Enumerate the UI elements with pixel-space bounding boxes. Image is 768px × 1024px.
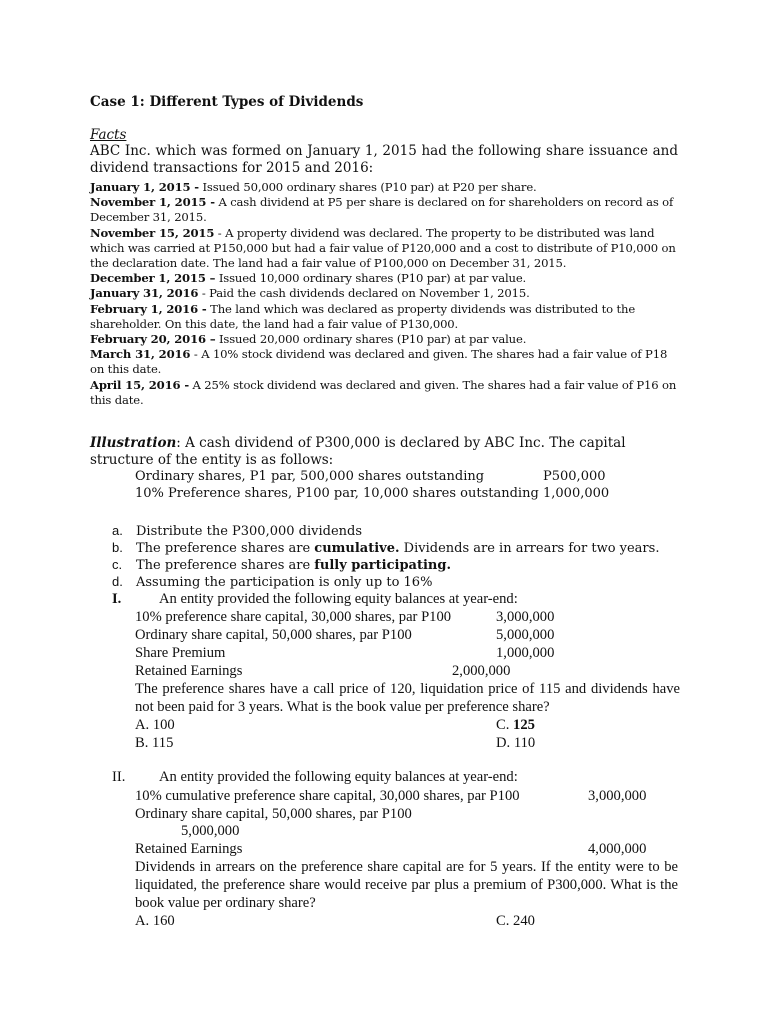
transaction-item (90, 271, 680, 286)
balance-item: Share Premium (135, 645, 226, 661)
requirement-emphasis: fully participating. (314, 558, 451, 573)
transaction-text: - Paid the cash dividends declared on November 1, 2015. (198, 286, 530, 301)
capital-item: 10% Preference shares, P100 par, 10,000 shares outstanding (135, 486, 539, 501)
problem-1-question: The preference shares have a call price of 120, liquidation price of 115 and dividends have not been paid for 3 years. What is the book value per preference share? (135, 681, 680, 715)
requirement-text-after: Dividends are in arrears for two years. (399, 541, 660, 556)
transaction-item (90, 180, 680, 195)
illustration-text: : A cash dividend of P300,000 is declared by ABC Inc. The capital structure of the entity is as follows: (90, 435, 626, 468)
choice-c-prefix: C. (496, 717, 514, 733)
transaction-text: - A property dividend was declared. The property to be distributed was land which was carried at P150,000 but had a fair value of P120,000 and a cost to distribute of P10,000 on the declaration date. The land had a fair value of P100,000 on December 31, 2015. (90, 225, 676, 271)
requirement-item (112, 522, 659, 539)
choice-a: A. 100 (135, 717, 175, 733)
list-marker: c. (112, 557, 123, 572)
transaction-date: February 1, 2016 - (90, 301, 207, 316)
problem-2-numeral: II. (112, 769, 126, 785)
problem-1-lead: An entity provided the following equity balances at year-end: (159, 591, 518, 607)
capital-amount: 1,000,000 (543, 486, 610, 501)
capital-item: Ordinary shares, P1 par, 500,000 shares outstanding (135, 469, 485, 484)
transaction-date: March 31, 2016 (90, 347, 191, 362)
choice-d: D. 110 (496, 735, 536, 751)
problem-2-question: Dividends in arrears on the preference share capital are for 5 years. If the entity were to be liquidated, the preference share would receive par plus a premium of P300,000. What is the book value per ordinary share? (135, 859, 678, 911)
transaction-text: Issued 10,000 ordinary shares (P10 par) at par value. (215, 271, 527, 286)
list-marker: a. (112, 523, 123, 538)
transaction-text: A cash dividend at P5 per share is declared on for shareholders on record as of December 31, 2015. (90, 195, 674, 225)
transaction-date: December 1, 2015 – (90, 271, 216, 286)
balance-item: Retained Earnings (135, 663, 243, 679)
requirements-list (112, 522, 659, 590)
facts-intro: ABC Inc. which was formed on January 1, 2015 had the following share issuance and dividend transactions for 2015 and 2016: (90, 143, 678, 176)
transaction-text: Issued 20,000 ordinary shares (P10 par) at par value. (215, 332, 527, 347)
balance-amount: 5,000,000 (496, 627, 555, 643)
balance-item: Retained Earnings (135, 841, 243, 857)
choice-c: C. 240 (496, 913, 535, 929)
illustration-label: Illustration (90, 435, 177, 451)
balance-item: Ordinary share capital, 50,000 shares, par P100 (135, 627, 412, 643)
case-title: Case 1: Different Types of Dividends (90, 94, 364, 110)
transaction-date: January 1, 2015 - (90, 180, 199, 194)
transaction-item (90, 195, 680, 225)
facts-heading: Facts (90, 127, 127, 143)
capital-amount: P500,000 (543, 469, 606, 484)
transaction-date: November 1, 2015 - (90, 195, 215, 210)
transaction-text: The land which was declared as property dividends was distributed to the shareholder. On this date, the land had a fair value of P130,000. (90, 301, 636, 331)
transaction-list (90, 180, 680, 408)
transaction-text: Issued 50,000 ordinary shares (P10 par) at P20 per share. (198, 180, 537, 194)
requirement-text: The preference shares are (136, 541, 315, 556)
requirement-item (112, 573, 659, 590)
balance-amount: 5,000,000 (181, 823, 240, 839)
balance-amount: 3,000,000 (496, 609, 555, 625)
transaction-item (90, 302, 680, 332)
requirement-item (112, 539, 659, 556)
transaction-date: February 20, 2016 – (90, 332, 216, 347)
balance-item: 10% preference share capital, 30,000 shares, par P100 (135, 609, 452, 625)
transaction-item (90, 347, 680, 377)
balance-item: 10% cumulative preference share capital, 30,000 shares, par P100 (135, 788, 520, 804)
transaction-item (90, 226, 680, 272)
choice-c (496, 716, 535, 734)
list-marker: d. (112, 574, 123, 589)
transaction-date: November 15, 2015 (90, 225, 215, 240)
balance-amount: 2,000,000 (452, 663, 511, 679)
requirement-item (112, 556, 659, 573)
list-marker: b. (112, 540, 123, 555)
problem-1-numeral: I. (112, 591, 122, 607)
requirement-text: The preference shares are (136, 558, 315, 573)
transaction-date: January 31, 2016 (90, 286, 199, 301)
balance-amount: 3,000,000 (588, 788, 647, 804)
transaction-item (90, 378, 680, 408)
balance-item: Ordinary share capital, 50,000 shares, par P100 (135, 806, 412, 822)
transaction-text: - A 10% stock dividend was declared and given. The shares had a fair value of P18 on this date. (90, 347, 668, 377)
transaction-text: A 25% stock dividend was declared and given. The shares had a fair value of P16 on this date. (90, 377, 677, 407)
transaction-item (90, 286, 680, 301)
illustration-paragraph (90, 435, 680, 469)
choice-a: A. 160 (135, 913, 175, 929)
transaction-date: April 15, 2016 - (90, 377, 189, 392)
balance-amount: 4,000,000 (588, 841, 647, 857)
balance-amount: 1,000,000 (496, 645, 555, 661)
problem-2-lead: An entity provided the following equity balances at year-end: (159, 769, 518, 785)
transaction-item (90, 332, 680, 347)
choice-c-answer: 125 (513, 717, 535, 733)
choice-b: B. 115 (135, 735, 174, 751)
requirement-text: Distribute the P300,000 dividends (136, 524, 363, 539)
requirement-text: Assuming the participation is only up to 16% (136, 575, 433, 590)
requirement-emphasis: cumulative. (314, 541, 400, 556)
